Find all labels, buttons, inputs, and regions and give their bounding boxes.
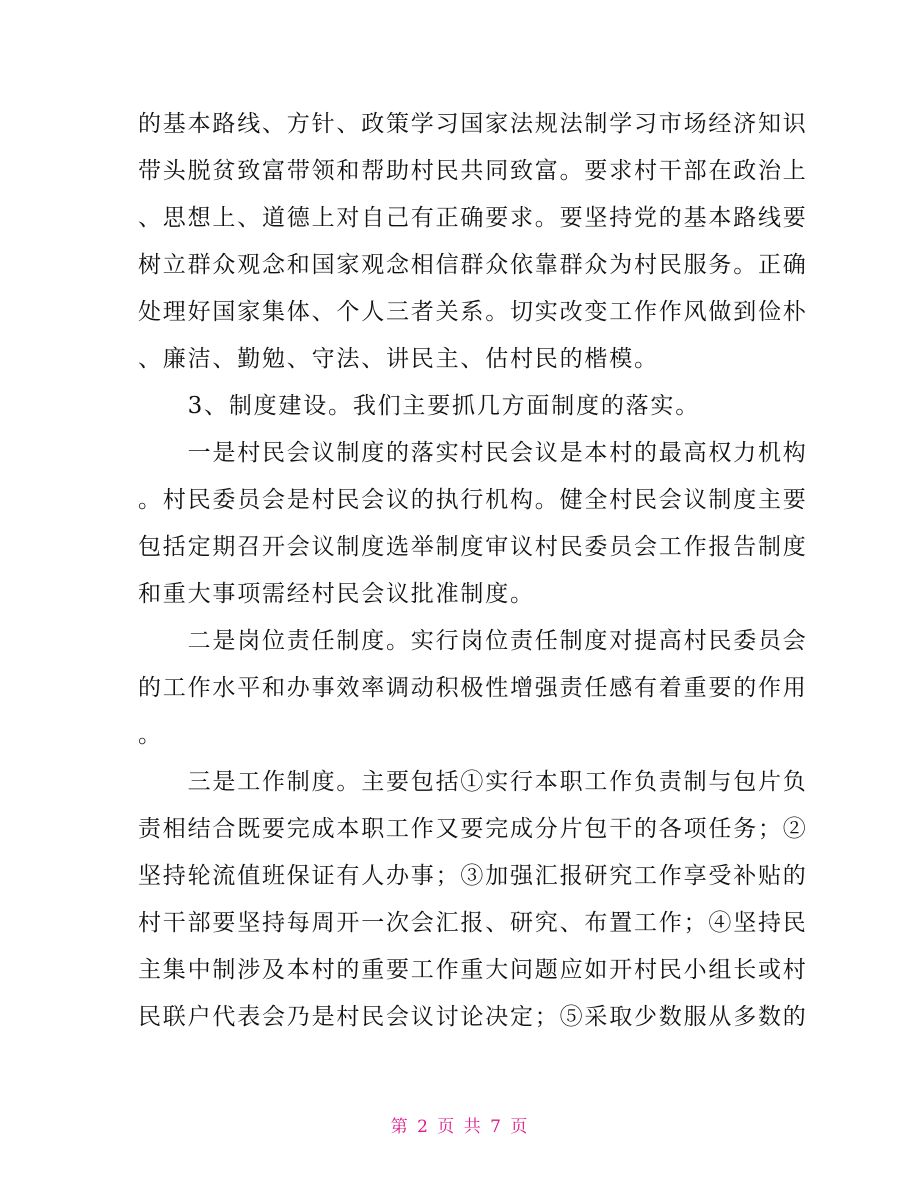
text-line: 。	[138, 722, 163, 748]
text-line: 处理好国家集体、个人三者关系。切实改变工作作风做到俭朴	[138, 299, 808, 325]
text-line: 、廉洁、勤勉、守法、讲民主、估村民的楷模。	[138, 346, 659, 372]
text-line: 一是村民会议制度的落实村民会议是本村的最高权力机构	[138, 440, 808, 466]
text-line: 树立群众观念和国家观念相信群众依靠群众为村民服务。正确	[138, 252, 808, 278]
text-line: 。村民委员会是村民会议的执行机构。健全村民会议制度主要	[138, 487, 808, 513]
text-line: 责相结合既要完成本职工作又要完成分片包干的各项任务；②	[138, 816, 808, 842]
page-footer-number: 第 2 页 共 7 页	[390, 1117, 530, 1137]
text-line: 坚持轮流值班保证有人办事；③加强汇报研究工作享受补贴的	[138, 863, 808, 889]
text-line: 3、制度建设。我们主要抓几方面制度的落实。	[138, 393, 701, 419]
text-line: 村干部要坚持每周开一次会汇报、研究、布置工作；④坚持民	[138, 910, 808, 936]
text-line: 包括定期召开会议制度选举制度审议村民委员会工作报告制度	[138, 534, 808, 560]
text-line: 的基本路线、方针、政策学习国家法规法制学习市场经济知识	[138, 111, 808, 137]
text-line: 的工作水平和办事效率调动积极性增强责任感有着重要的作用	[138, 675, 808, 701]
text-line: 和重大事项需经村民会议批准制度。	[138, 581, 535, 607]
text-line: 、思想上、道德上对自己有正确要求。要坚持党的基本路线要	[138, 205, 808, 231]
text-line: 带头脱贫致富带领和帮助村民共同致富。要求村干部在政治上	[138, 158, 808, 184]
text-line: 主集中制涉及本村的重要工作重大问题应如开村民小组长或村	[138, 957, 808, 983]
document-body	[138, 101, 808, 1041]
text-line: 二是岗位责任制度。实行岗位责任制度对提高村民委员会	[138, 628, 808, 654]
text-line: 三是工作制度。主要包括①实行本职工作负责制与包片负	[138, 769, 808, 795]
text-line: 民联户代表会乃是村民会议讨论决定；⑤采取少数服从多数的	[138, 1004, 808, 1030]
